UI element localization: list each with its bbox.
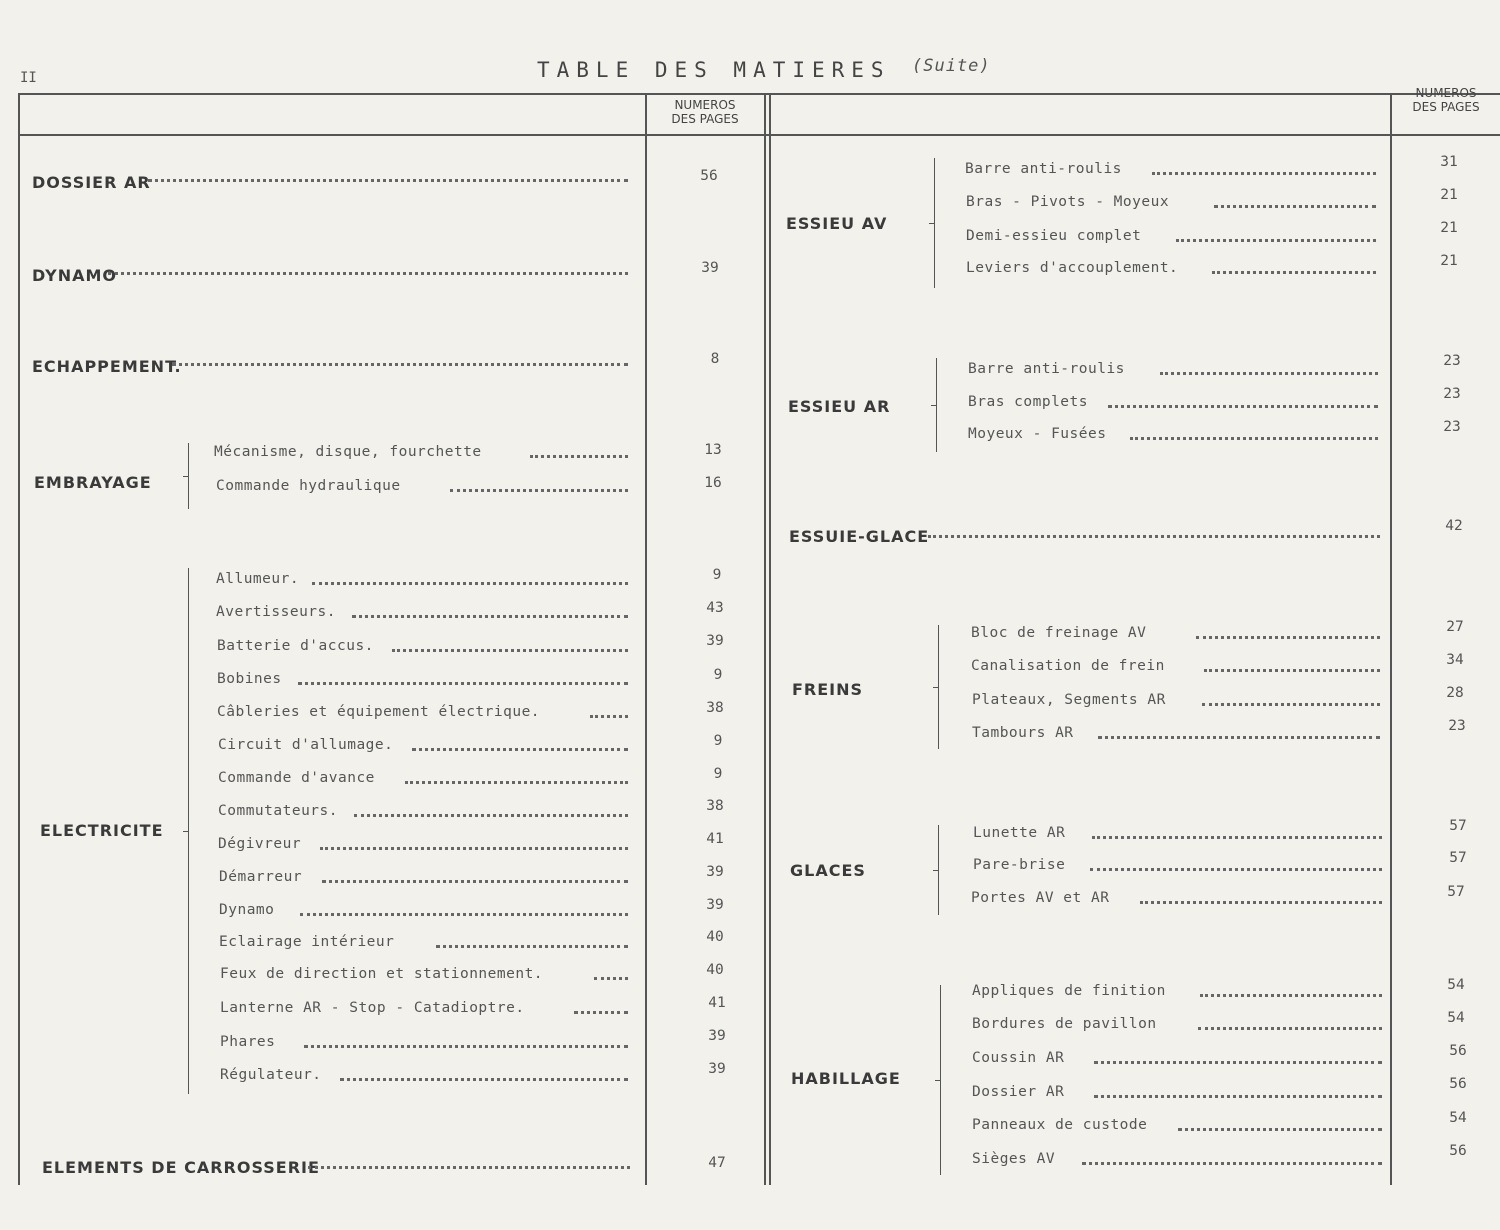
item-label: Lunette AR [973, 825, 1066, 841]
right-page-column-divider [1390, 93, 1392, 1185]
leader-dots [1094, 1061, 1382, 1064]
item-page: 39 [708, 1028, 726, 1044]
leader-dots [450, 489, 628, 492]
leader-dots [1178, 1128, 1382, 1131]
leader-dots [300, 913, 628, 916]
left-page-column-header [646, 98, 764, 126]
leader-dots [1094, 1095, 1382, 1098]
group-brace [938, 625, 939, 749]
item-label: Circuit d'allumage. [218, 737, 394, 753]
group-brace [934, 158, 935, 288]
group-brace [936, 358, 937, 452]
leader-dots [148, 179, 628, 182]
group-label: ESSIEU AR [788, 397, 891, 416]
group-brace [938, 825, 939, 915]
leader-dots [1130, 437, 1378, 440]
item-page: 13 [704, 442, 722, 458]
leader-dots [1214, 205, 1376, 208]
item-page: 9 [713, 766, 723, 782]
item-label: Bordures de pavillon [972, 1016, 1157, 1032]
item-label: Phares [220, 1034, 276, 1050]
leader-dots [172, 363, 628, 366]
item-page: 31 [1440, 154, 1458, 170]
item-label: Commande hydraulique [216, 478, 401, 494]
item-label: Démarreur [219, 869, 303, 885]
right-column-header-line2: DES PAGES [1412, 100, 1480, 114]
leader-dots [1202, 703, 1380, 706]
page-title-suffix: (Suite) [912, 56, 991, 76]
item-page: 41 [706, 831, 724, 847]
item-label: Régulateur. [220, 1067, 322, 1083]
item-label: Commutateurs. [218, 803, 338, 819]
entry-page: 56 [700, 168, 718, 184]
item-page: 57 [1447, 884, 1465, 900]
item-page: 43 [706, 600, 724, 616]
item-label: Allumeur. [216, 571, 300, 587]
item-label: Batterie d'accus. [217, 638, 374, 654]
item-page: 23 [1443, 386, 1461, 402]
item-label: Câbleries et équipement électrique. [217, 704, 541, 720]
item-label: Barre anti-roulis [965, 161, 1122, 177]
item-page: 39 [708, 1061, 726, 1077]
page-title: TABLE DES MATIERES [537, 58, 891, 82]
item-label: Portes AV et AR [971, 890, 1110, 906]
group-label: ELECTRICITE [40, 821, 164, 840]
leader-dots [405, 781, 628, 784]
leader-dots [928, 535, 1380, 538]
item-page: 56 [1449, 1076, 1467, 1092]
item-label: Bloc de freinage AV [971, 625, 1147, 641]
center-divider-a [764, 93, 766, 1185]
item-page: 40 [706, 929, 724, 945]
leader-dots [1204, 669, 1380, 672]
item-label: Avertisseurs. [216, 604, 336, 620]
left-page-column-divider [645, 93, 647, 1185]
item-label: Demi-essieu complet [966, 228, 1142, 244]
item-label: Dégivreur [218, 836, 302, 852]
item-page: 56 [1449, 1143, 1467, 1159]
item-label: Tambours AR [972, 725, 1074, 741]
entry-label: DYNAMO [32, 266, 117, 285]
item-page: 21 [1440, 253, 1458, 269]
item-page: 23 [1448, 718, 1466, 734]
item-label: Panneaux de custode [972, 1117, 1148, 1133]
leader-dots [1090, 868, 1382, 871]
item-label: Leviers d'accouplement. [966, 260, 1179, 276]
leader-dots [320, 847, 628, 850]
right-page-column-header [1392, 86, 1500, 114]
item-label: Eclairage intérieur [219, 934, 395, 950]
entry-label: ELEMENTS DE CARROSSERIE [42, 1158, 320, 1177]
item-label: Canalisation de frein [971, 658, 1165, 674]
leader-dots [1176, 239, 1376, 242]
group-label: FREINS [792, 680, 864, 699]
item-page: 39 [706, 633, 724, 649]
group-brace [188, 443, 189, 509]
item-page: 9 [712, 567, 722, 583]
item-page: 54 [1447, 1010, 1465, 1026]
leader-dots [1196, 636, 1380, 639]
item-page: 56 [1449, 1043, 1467, 1059]
leader-dots [322, 880, 628, 883]
item-label: Plateaux, Segments AR [972, 692, 1166, 708]
entry-label: ESSUIE-GLACE [789, 527, 930, 546]
leader-dots [1200, 994, 1382, 997]
center-divider-b [769, 93, 771, 1185]
leader-dots [1198, 1027, 1382, 1030]
entry-page: 8 [710, 351, 720, 367]
leader-dots [436, 945, 628, 948]
item-page: 57 [1449, 818, 1467, 834]
leader-dots [1092, 836, 1382, 839]
item-page: 39 [706, 864, 724, 880]
item-page: 9 [713, 733, 723, 749]
entry-label: ECHAPPEMENT. [32, 357, 182, 376]
leader-dots [108, 272, 628, 275]
item-label: Bobines [217, 671, 282, 687]
leader-dots [590, 715, 628, 718]
leader-dots [574, 1011, 628, 1014]
item-label: Dossier AR [972, 1084, 1065, 1100]
item-label: Commande d'avance [218, 770, 375, 786]
leader-dots [1160, 372, 1378, 375]
item-page: 54 [1447, 977, 1465, 993]
leader-dots [392, 649, 628, 652]
entry-page: 39 [701, 260, 719, 276]
item-label: Barre anti-roulis [968, 361, 1125, 377]
entry-label: DOSSIER AR [32, 173, 151, 192]
item-label: Pare-brise [973, 857, 1066, 873]
item-label: Appliques de finition [972, 983, 1166, 999]
group-brace [188, 568, 189, 1094]
group-label: ESSIEU AV [786, 214, 888, 233]
item-page: 38 [706, 700, 724, 716]
table-header-border [18, 134, 1500, 136]
item-label: Feux de direction et stationnement. [220, 966, 544, 982]
leader-dots [1082, 1162, 1382, 1165]
item-page: 23 [1443, 419, 1461, 435]
item-label: Bras complets [968, 394, 1088, 410]
item-label: Coussin AR [972, 1050, 1065, 1066]
item-page: 23 [1443, 353, 1461, 369]
leader-dots [298, 682, 628, 685]
table-top-border [18, 93, 1500, 95]
group-label: EMBRAYAGE [34, 473, 152, 492]
item-label: Dynamo [219, 902, 275, 918]
leader-dots [352, 615, 628, 618]
leader-dots [412, 748, 628, 751]
group-label: HABILLAGE [791, 1069, 901, 1088]
page-number: II [20, 70, 37, 86]
item-label: Bras - Pivots - Moyeux [966, 194, 1170, 210]
leader-dots [340, 1078, 628, 1081]
leader-dots [1212, 271, 1376, 274]
item-page: 39 [706, 897, 724, 913]
item-page: 9 [713, 667, 723, 683]
group-brace [940, 985, 941, 1175]
item-page: 54 [1449, 1110, 1467, 1126]
item-page: 38 [706, 798, 724, 814]
item-label: Sièges AV [972, 1151, 1056, 1167]
right-column-header-line1: NUMEROS [1415, 86, 1477, 100]
item-page: 41 [708, 995, 726, 1011]
item-label: Moyeux - Fusées [968, 426, 1107, 442]
item-page: 16 [704, 475, 722, 491]
leader-dots [308, 1166, 630, 1169]
entry-page: 47 [708, 1155, 726, 1171]
leader-dots [354, 814, 628, 817]
item-page: 21 [1440, 187, 1458, 203]
item-label: Lanterne AR - Stop - Catadioptre. [220, 1000, 525, 1016]
leader-dots [1152, 172, 1376, 175]
leader-dots [1098, 736, 1380, 739]
left-column-header-line2: DES PAGES [671, 112, 739, 126]
leader-dots [530, 455, 628, 458]
item-label: Mécanisme, disque, fourchette [214, 444, 482, 460]
item-page: 21 [1440, 220, 1458, 236]
table-left-border [18, 93, 20, 1185]
item-page: 27 [1446, 619, 1464, 635]
leader-dots [594, 977, 628, 980]
item-page: 34 [1446, 652, 1464, 668]
item-page: 40 [706, 962, 724, 978]
leader-dots [1140, 901, 1382, 904]
item-page: 28 [1446, 685, 1464, 701]
left-column-header-line1: NUMEROS [674, 98, 736, 112]
group-label: GLACES [790, 861, 866, 880]
leader-dots [304, 1045, 628, 1048]
entry-page: 42 [1445, 518, 1463, 534]
leader-dots [1108, 405, 1378, 408]
item-page: 57 [1449, 850, 1467, 866]
leader-dots [312, 582, 628, 585]
